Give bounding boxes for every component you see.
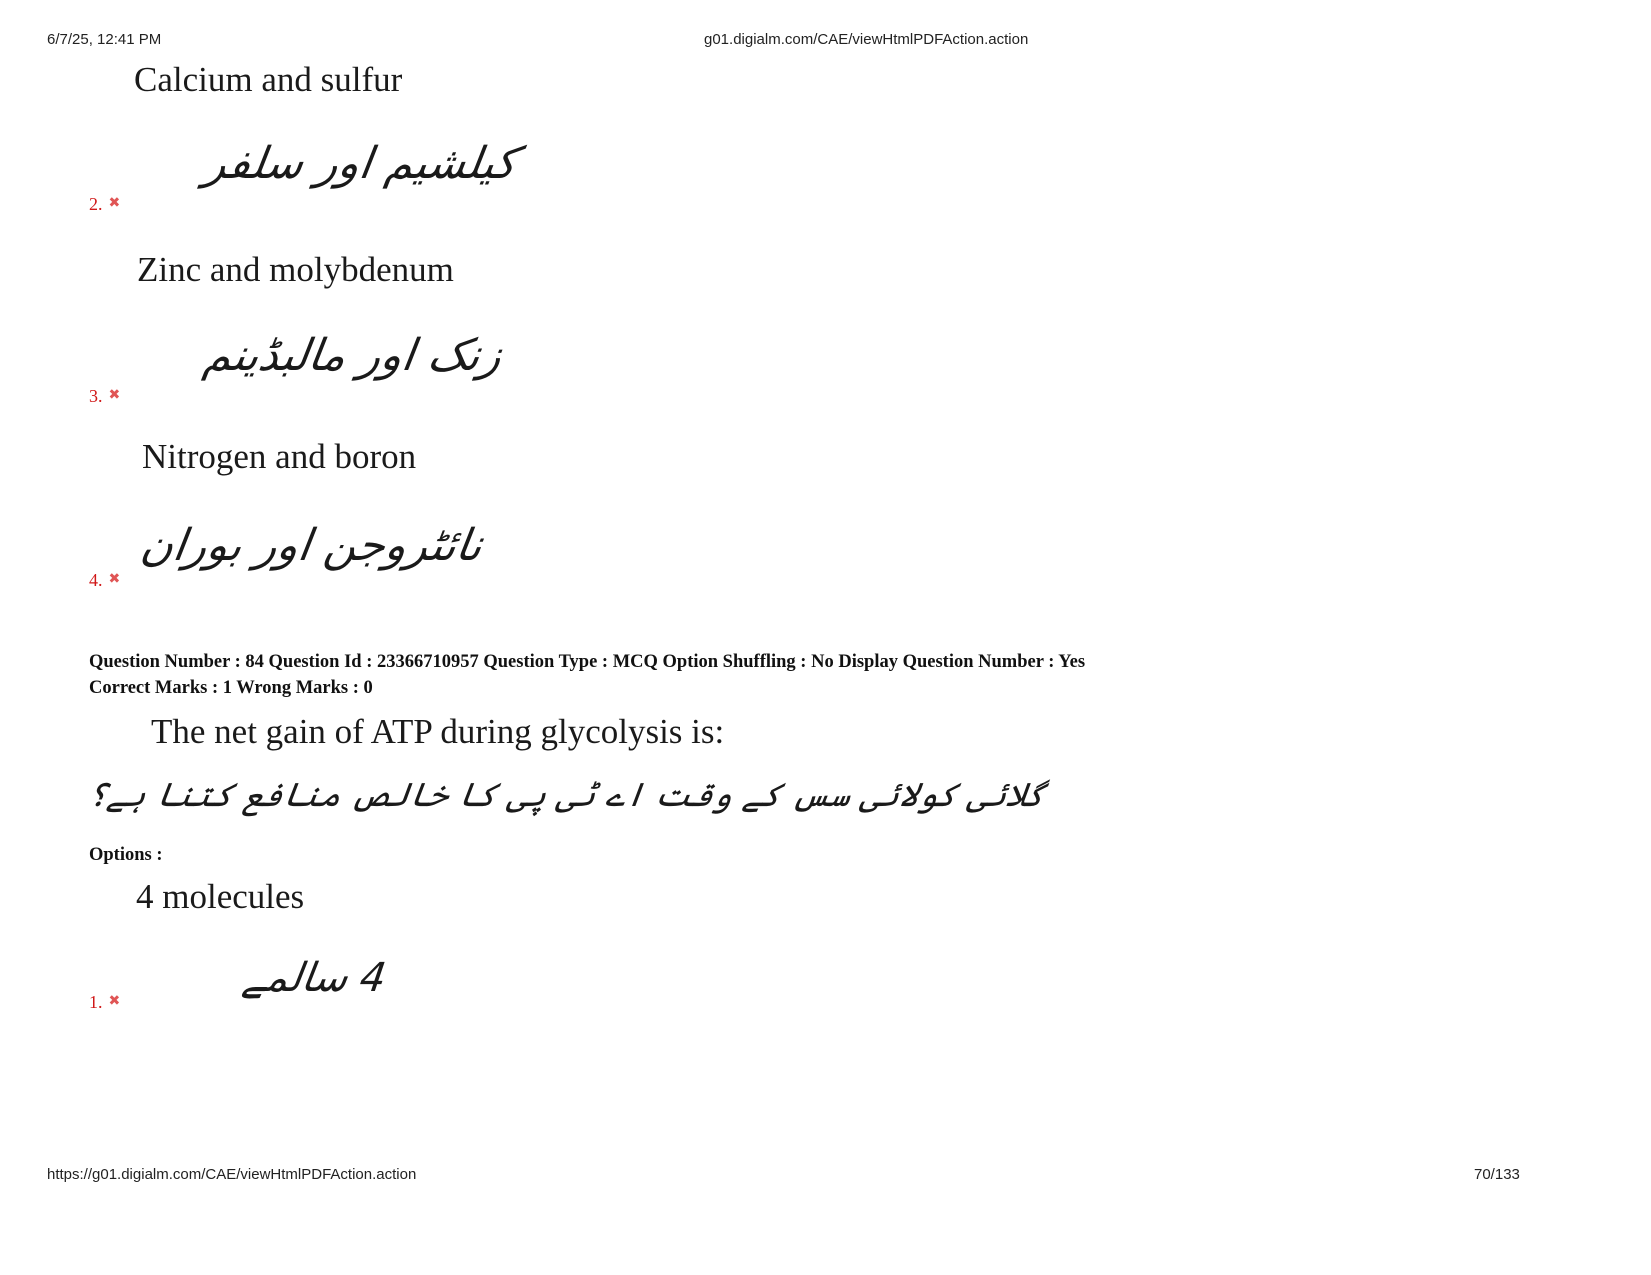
q84-option-1-urdu: 4 سالمے (239, 955, 389, 1001)
q84-option-1-number: 1. (89, 992, 103, 1012)
header-datetime: 6/7/25, 12:41 PM (47, 31, 162, 48)
question-text-urdu: گلائی کولائی سس کے وقت اے ٹی پی کا خالص منافع کتنا ہے؟ (85, 775, 1049, 814)
footer-page-number: 70/133 (1474, 1166, 1520, 1183)
header-url: g01.digialm.com/CAE/viewHtmlPDFAction.action (704, 31, 1029, 48)
option-2-english: Zinc and molybdenum (137, 250, 454, 289)
option-2-marker (89, 194, 120, 215)
question-text-english: The net gain of ATP during glycolysis is: (151, 712, 725, 751)
q84-option-1-marker (89, 992, 120, 1013)
option-3-marker (89, 386, 120, 407)
option-2-urdu: کیلشیم اور سلفر (201, 138, 520, 189)
question-meta: Question Number : 84 Question Id : 23366710957 Question Type : MCQ Option Shuffling : No Display Question Number : Yes (89, 652, 1086, 672)
wrong-mark-icon: ✖ (108, 387, 121, 403)
q84-option-1-english: 4 molecules (136, 877, 305, 916)
footer-url[interactable]: https://g01.digialm.com/CAE/viewHtmlPDFAction.action (47, 1166, 417, 1183)
wrong-mark-icon: ✖ (108, 993, 121, 1009)
option-4-marker (89, 570, 120, 591)
wrong-mark-icon: ✖ (108, 571, 121, 587)
wrong-mark-icon: ✖ (108, 195, 121, 211)
options-label: Options : (89, 845, 163, 865)
option-2-number: 2. (89, 194, 103, 214)
option-4-number: 4. (89, 570, 103, 590)
option-1-english: Calcium and sulfur (134, 60, 403, 99)
option-3-english: Nitrogen and boron (142, 437, 417, 476)
question-marks: Correct Marks : 1 Wrong Marks : 0 (89, 678, 373, 698)
option-4-urdu: نائٹروجن اور بوران (137, 520, 486, 571)
option-3-urdu: زنک اور مالبڈینم (200, 330, 505, 381)
option-3-number: 3. (89, 386, 103, 406)
